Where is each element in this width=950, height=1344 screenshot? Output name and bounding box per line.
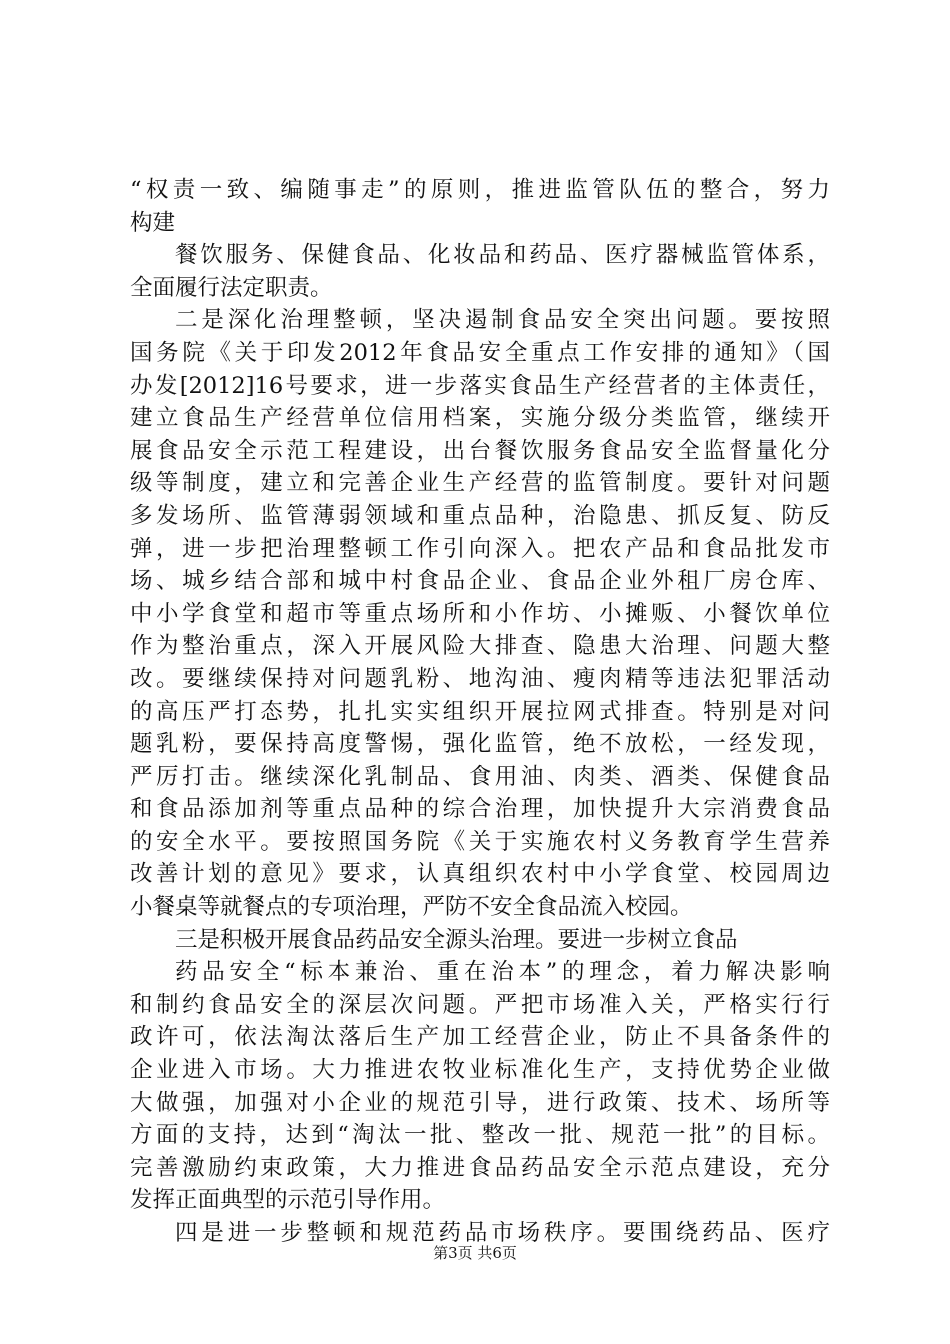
text-line: 药品安全“标本兼治、重在治本”的理念，着力解决影响 xyxy=(175,959,830,986)
text-line: 三是积极开展食品药品安全源头治理。要进一步树立食品 xyxy=(175,926,738,953)
text-line: 建立食品生产经营单位信用档案，实施分级分类监管，继续开 xyxy=(130,405,830,432)
text-line: “权责一致、编随事走”的原则，推进监管队伍的整合，努力 xyxy=(130,177,830,203)
text-line: 级等制度，建立和完善企业生产经营的监管制度。要针对问题 xyxy=(130,470,830,497)
text-line: 小餐桌等就餐点的专项治理，严防不安全食品流入校园。 xyxy=(130,894,693,921)
text-line: 的高压严打态势，扎扎实实组织开展拉网式排查。特别是对问 xyxy=(130,698,830,725)
text-line: 大做强，加强对小企业的规范引导，进行政策、技术、场所等 xyxy=(130,1089,830,1116)
text-line: 方面的支持，达到“淘汰一批、整改一批、规范一批”的目标。 xyxy=(130,1122,830,1149)
text-line: 多发场所、监管薄弱领域和重点品种，治隐患、抓反复、防反 xyxy=(130,502,830,529)
text-line: 改善计划的意见》要求，认真组织农村中小学食堂、校园周边 xyxy=(130,861,830,888)
text-line: 展食品安全示范工程建设，出台餐饮服务食品安全监督量化分 xyxy=(130,437,830,464)
text-line: 全面履行法定职责。 xyxy=(130,274,333,301)
text-line: 政许可，依法淘汰落后生产加工经营企业，防止不具备条件的 xyxy=(130,1024,830,1051)
text-line: 四是进一步整顿和规范药品市场秩序。要围绕药品、医疗 xyxy=(175,1220,830,1246)
document-body xyxy=(130,174,830,1250)
text-line: 办发[2012]16号要求，进一步落实食品生产经营者的主体责任， xyxy=(130,372,830,399)
text-line: 题乳粉，要保持高度警惕，强化监管，绝不放松，一经发现， xyxy=(130,731,830,758)
text-line: 和制约食品安全的深层次问题。严把市场准入关，严格实行行 xyxy=(130,991,830,1018)
page-number-label: 第3页 共6页 xyxy=(433,1244,517,1262)
text-line: 弹，进一步把治理整顿工作引向深入。把农产品和食品批发市 xyxy=(130,535,830,562)
text-line: 国务院《关于印发2012年食品安全重点工作安排的通知》（国 xyxy=(130,339,830,366)
text-line: 餐饮服务、保健食品、化妆品和药品、医疗器械监管体系， xyxy=(175,242,830,269)
text-line: 和食品添加剂等重点品种的综合治理，加快提升大宗消费食品 xyxy=(130,796,830,823)
text-line: 场、城乡结合部和城中村食品企业、食品企业外租厂房仓库、 xyxy=(130,568,830,595)
text-line: 的安全水平。要按照国务院《关于实施农村义务教育学生营养 xyxy=(130,828,830,855)
text-line: 企业进入市场。大力推进农牧业标准化生产，支持优势企业做 xyxy=(130,1057,830,1084)
text-line: 中小学食堂和超市等重点场所和小作坊、小摊贩、小餐饮单位 xyxy=(130,600,830,627)
text-line: 构建 xyxy=(130,209,176,236)
text-line: 发挥正面典型的示范引导作用。 xyxy=(130,1187,446,1214)
text-line: 严厉打击。继续深化乳制品、食用油、肉类、酒类、保健食品 xyxy=(130,763,830,790)
text-line: 完善激励约束政策，大力推进食品药品安全示范点建设，充分 xyxy=(130,1154,830,1181)
page-footer xyxy=(0,1243,950,1263)
text-line: 作为整治重点，深入开展风险大排查、隐患大治理、问题大整 xyxy=(130,633,830,660)
text-line: 改。要继续保持对问题乳粉、地沟油、瘦肉精等违法犯罪活动 xyxy=(130,665,830,692)
text-line: 二是深化治理整顿，坚决遏制食品安全突出问题。要按照 xyxy=(175,307,830,334)
